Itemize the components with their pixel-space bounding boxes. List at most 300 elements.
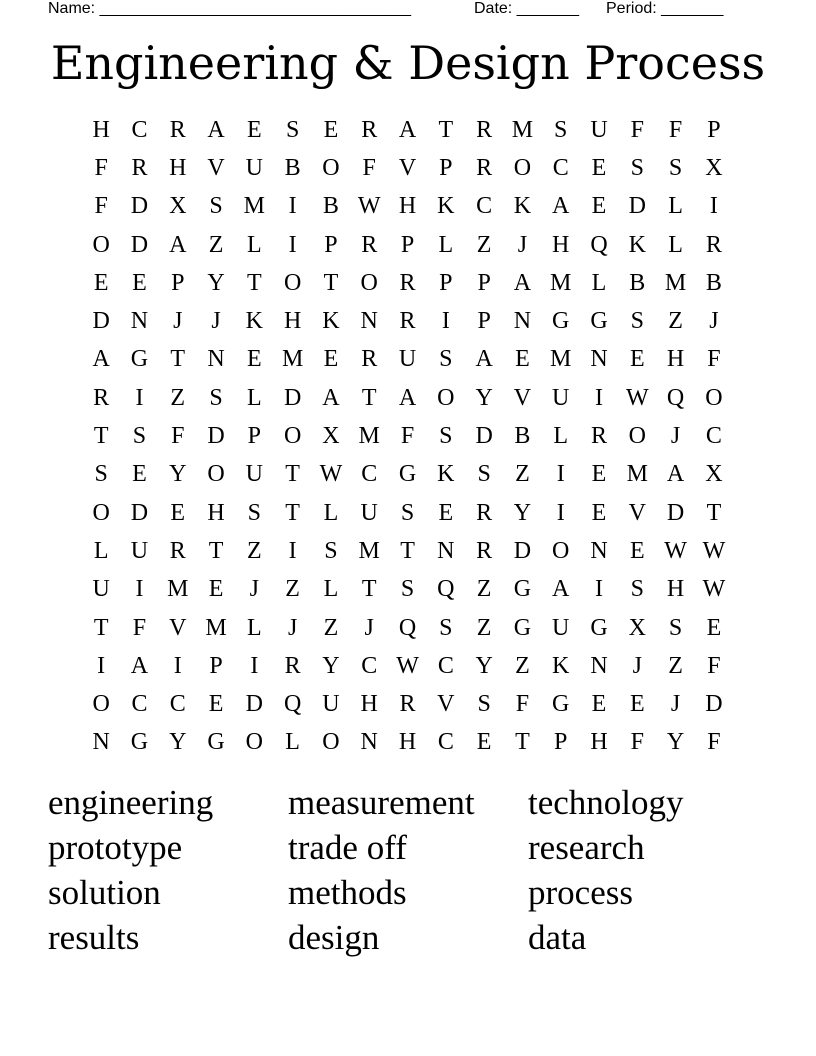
grid-letter: Y [666,729,685,756]
grid-letter: H [360,691,378,718]
grid-letter: P [554,729,568,756]
grid-letter: U [590,116,608,143]
grid-letter: E [629,346,645,373]
grid-letter: P [477,269,491,296]
date-field-label: Date: _______ [474,0,579,17]
grid-letter: D [475,423,493,450]
grid-letter: R [361,231,378,258]
grid-letter: D [513,537,532,564]
grid-letter: H [398,193,417,220]
grid-letter: G [207,729,225,756]
grid-letter: O [283,269,302,296]
grid-letter: T [323,269,339,296]
word-bank-item: research [528,828,645,867]
grid-letter: P [209,652,223,679]
grid-letter: D [92,308,110,335]
grid-letter: R [169,116,186,143]
grid-letter: Z [476,576,492,603]
grid-letter: K [628,231,646,258]
grid-letter: N [590,346,608,373]
grid-letter: G [130,346,149,373]
grid-letter: T [247,269,262,296]
grid-letter: T [285,499,300,526]
grid-letter: A [666,461,685,488]
grid-letter: E [591,499,607,526]
grid-letter: T [93,423,109,450]
grid-letter: S [94,461,108,488]
grid-letter: E [591,154,607,181]
grid-letter: S [439,614,453,641]
grid-letter: J [249,576,259,603]
grid-letter: B [322,193,339,220]
grid-letter: F [400,423,415,450]
grid-letter: M [243,193,265,220]
grid-letter: J [517,231,528,258]
grid-letter: Z [247,537,262,564]
grid-letter: C [361,652,378,679]
grid-letter: K [437,193,455,220]
word-bank-item: solution [48,873,161,912]
grid-letter: L [668,231,683,258]
grid-letter: I [595,576,603,603]
word-bank-item: technology [528,783,684,822]
grid-letter: A [475,346,493,373]
grid-letter: K [552,652,570,679]
word-bank-item: data [528,918,587,957]
grid-letter: F [171,423,185,450]
grid-letter: G [552,308,570,335]
grid-letter: T [706,499,722,526]
grid-letter: Y [322,652,340,679]
grid-letter: A [398,384,417,411]
grid-letter: K [437,461,455,488]
grid-letter: E [629,691,645,718]
grid-letter: E [247,346,262,373]
grid-letter: J [670,423,681,450]
grid-letter: O [92,691,110,718]
grid-letter: L [247,384,262,411]
word-bank-item: engineering [48,783,214,822]
grid-letter: S [285,116,300,143]
grid-letter: X [322,423,340,450]
grid-letter: E [323,116,339,143]
grid-letter: G [590,614,608,641]
grid-letter: Y [169,461,187,488]
grid-letter: H [666,346,685,373]
student-info-header [48,0,748,20]
grid-letter: D [666,499,685,526]
grid-letter: F [362,154,376,181]
grid-letter: V [513,384,532,411]
grid-letter: N [437,537,455,564]
grid-letter: G [130,729,149,756]
word-bank-item: results [48,918,140,957]
grid-letter: Y [513,499,532,526]
grid-letter: P [324,231,338,258]
grid-letter: S [400,499,415,526]
word-bank-item: methods [288,873,407,912]
grid-letter: D [628,193,646,220]
grid-letter: G [398,461,417,488]
grid-letter: W [357,193,381,220]
grid-letter: U [552,614,570,641]
grid-letter: J [709,308,719,335]
grid-letter: S [247,499,262,526]
grid-letter: C [361,461,378,488]
grid-letter: F [668,116,683,143]
grid-letter: W [702,576,726,603]
grid-letter: R [361,116,378,143]
grid-letter: F [630,729,644,756]
grid-letter: A [207,116,225,143]
grid-letter: O [245,729,263,756]
grid-letter: S [630,308,644,335]
word-bank [48,780,768,960]
grid-letter: I [441,308,450,335]
grid-letter: F [515,691,530,718]
grid-letter: M [205,614,227,641]
grid-letter: D [130,231,149,258]
grid-letter: V [437,691,455,718]
grid-letter: J [670,691,681,718]
grid-letter: U [322,691,340,718]
grid-letter: R [476,154,493,181]
grid-letter: Z [668,308,683,335]
grid-letter: S [554,116,568,143]
grid-letter: Y [475,384,493,411]
grid-letter: C [437,729,454,756]
grid-letter: J [287,614,298,641]
grid-letter: E [706,614,722,641]
grid-letter: F [132,614,147,641]
grid-letter: N [207,346,225,373]
grid-letter: N [92,729,110,756]
grid-letter: M [511,116,534,143]
grid-letter: R [361,346,378,373]
grid-letter: F [707,652,721,679]
grid-letter: S [477,691,491,718]
grid-letter: Z [668,652,683,679]
grid-letter: X [169,193,187,220]
grid-letter: V [398,154,417,181]
grid-letter: I [288,193,297,220]
grid-letter: C [131,691,148,718]
grid-letter: L [591,269,607,296]
grid-letter: N [590,652,608,679]
grid-letter: V [628,499,646,526]
grid-letter: A [92,346,110,373]
grid-letter: A [322,384,340,411]
grid-letter: I [556,461,565,488]
grid-letter: Y [169,729,187,756]
grid-letter: L [93,537,109,564]
grid-letter: S [439,423,453,450]
grid-letter: W [625,384,649,411]
grid-letter: O [628,423,646,450]
grid-letter: N [360,308,378,335]
grid-letter: U [92,576,110,603]
grid-letter: K [245,308,263,335]
grid-letter: I [595,384,603,411]
grid-letter: H [552,231,570,258]
grid-letter: N [360,729,378,756]
grid-letter: E [515,346,530,373]
grid-letter: S [209,384,223,411]
grid-letter: S [668,614,683,641]
grid-letter: L [323,499,339,526]
grid-letter: U [245,154,263,181]
grid-letter: C [131,116,148,143]
grid-letter: H [169,154,187,181]
grid-letter: Q [437,576,455,603]
grid-letter: T [170,346,186,373]
grid-letter: S [132,423,147,450]
grid-letter: H [283,308,302,335]
grid-letter: Z [476,614,492,641]
grid-letter: P [439,269,453,296]
grid-letter: O [552,537,570,564]
grid-letter: I [556,499,565,526]
grid-letter: O [360,269,378,296]
grid-letter: O [283,423,302,450]
grid-letter: K [513,193,532,220]
grid-letter: R [591,423,608,450]
grid-letter: A [130,652,149,679]
grid-letter: P [400,231,415,258]
grid-letter: E [132,461,147,488]
grid-letter: T [361,576,377,603]
grid-letter: B [284,154,301,181]
grid-letter: L [438,231,454,258]
grid-letter: H [666,576,685,603]
grid-letter: T [438,116,454,143]
grid-letter: A [398,116,417,143]
grid-letter: I [250,652,259,679]
grid-letter: R [399,691,416,718]
grid-letter: T [400,537,415,564]
grid-letter: R [93,384,110,411]
grid-letter: E [476,729,492,756]
grid-letter: W [319,461,343,488]
grid-letter: I [288,231,297,258]
grid-letter: Z [208,231,224,258]
word-search-grid [82,111,733,762]
grid-letter: X [705,154,723,181]
grid-letter: R [399,308,416,335]
grid-letter: Q [666,384,685,411]
grid-letter: K [322,308,340,335]
grid-letter: S [400,576,415,603]
grid-letter: E [629,537,645,564]
grid-letter: I [97,652,106,679]
grid-letter: B [629,269,646,296]
grid-letter: X [628,614,646,641]
grid-letter: C [476,193,493,220]
grid-letter: T [515,729,530,756]
grid-letter: O [92,499,110,526]
grid-letter: V [207,154,225,181]
word-bank-item: measurement [288,783,475,822]
grid-letter: L [285,729,300,756]
grid-letter: U [552,384,570,411]
grid-letter: C [169,691,186,718]
grid-letter: I [173,652,182,679]
grid-letter: M [167,576,189,603]
grid-letter: Z [285,576,300,603]
grid-letter: Z [476,231,492,258]
grid-letter: P [439,154,453,181]
grid-letter: D [207,423,225,450]
grid-letter: M [550,346,572,373]
grid-letter: D [130,193,149,220]
grid-letter: D [705,691,723,718]
grid-letter: O [207,461,225,488]
grid-letter: U [360,499,378,526]
grid-letter: M [550,269,572,296]
grid-letter: T [285,461,300,488]
grid-letter: R [131,154,148,181]
grid-letter: D [130,499,149,526]
grid-letter: W [396,652,419,679]
grid-letter: P [171,269,185,296]
grid-letter: L [553,423,569,450]
grid-letter: O [437,384,455,411]
grid-letter: G [552,691,570,718]
grid-letter: H [398,729,417,756]
grid-letter: O [322,154,340,181]
grid-letter: G [590,308,608,335]
grid-letter: O [92,231,110,258]
grid-letter: R [169,537,186,564]
grid-letter: M [358,537,380,564]
grid-letter: D [283,384,302,411]
grid-letter: A [169,231,187,258]
grid-letter: E [591,691,607,718]
grid-letter: I [135,384,144,411]
grid-letter: C [437,652,454,679]
word-bank-item: design [288,918,380,957]
grid-letter: W [664,537,687,564]
grid-letter: Z [515,461,530,488]
grid-letter: R [284,652,301,679]
grid-letter: M [281,346,304,373]
grid-letter: M [626,461,648,488]
grid-letter: J [632,652,642,679]
grid-letter: V [169,614,187,641]
grid-letter: S [630,576,644,603]
grid-letter: R [399,269,416,296]
grid-letter: W [702,537,726,564]
grid-letter: A [513,269,532,296]
name-field-label: Name: ___________________________________ [48,0,412,17]
grid-letter: D [245,691,263,718]
grid-letter: A [552,193,570,220]
grid-letter: F [707,346,721,373]
grid-letter: L [668,193,683,220]
grid-letter: O [705,384,723,411]
grid-letter: M [664,269,687,296]
grid-letter: P [477,308,491,335]
grid-letter: P [247,423,262,450]
grid-letter: R [476,499,493,526]
grid-letter: F [94,154,108,181]
grid-letter: U [398,346,417,373]
grid-letter: L [247,614,262,641]
grid-letter: T [208,537,224,564]
grid-letter: I [135,576,144,603]
grid-letter: H [590,729,608,756]
grid-letter: H [92,116,110,143]
grid-letter: U [130,537,149,564]
grid-letter: F [707,729,721,756]
grid-letter: I [288,537,297,564]
grid-letter: E [170,499,186,526]
grid-letter: Q [398,614,417,641]
grid-letter: A [552,576,570,603]
grid-letter: R [705,231,722,258]
grid-letter: H [207,499,225,526]
grid-letter: E [208,576,224,603]
grid-letter: E [323,346,339,373]
grid-letter: E [591,193,607,220]
grid-letter: C [552,154,569,181]
grid-letter: Y [207,269,225,296]
grid-letter: R [476,116,493,143]
grid-letter: E [247,116,262,143]
grid-letter: U [245,461,263,488]
grid-letter: F [94,193,108,220]
grid-letter: E [438,499,454,526]
grid-letter: X [705,461,723,488]
grid-letter: M [358,423,380,450]
grid-letter: B [514,423,531,450]
grid-letter: E [208,691,224,718]
grid-letter: T [93,614,109,641]
grid-letter: Y [475,652,493,679]
grid-letter: B [705,269,722,296]
grid-letter: F [630,116,644,143]
word-bank-item: trade off [288,828,407,867]
grid-letter: O [513,154,532,181]
grid-letter: C [705,423,722,450]
grid-letter: Q [590,231,608,258]
grid-letter: E [591,461,607,488]
page-title: Engineering & Design Process [50,36,766,90]
grid-letter: I [709,193,718,220]
grid-letter: Z [515,652,530,679]
grid-letter: J [211,308,221,335]
grid-letter: S [439,346,453,373]
grid-letter: Z [170,384,186,411]
grid-letter: Q [283,691,302,718]
grid-letter: Z [323,614,339,641]
grid-letter: R [476,537,493,564]
grid-letter: S [630,154,644,181]
period-field-label: Period: _______ [606,0,724,17]
grid-letter: L [323,576,339,603]
grid-letter: E [132,269,147,296]
grid-letter: S [668,154,683,181]
grid-letter: G [513,614,532,641]
grid-letter: E [93,269,109,296]
grid-letter: T [361,384,377,411]
grid-letter: L [247,231,262,258]
grid-letter: G [513,576,532,603]
grid-letter: N [513,308,532,335]
grid-letter: O [322,729,340,756]
grid-letter: N [590,537,608,564]
grid-letter: J [364,614,374,641]
